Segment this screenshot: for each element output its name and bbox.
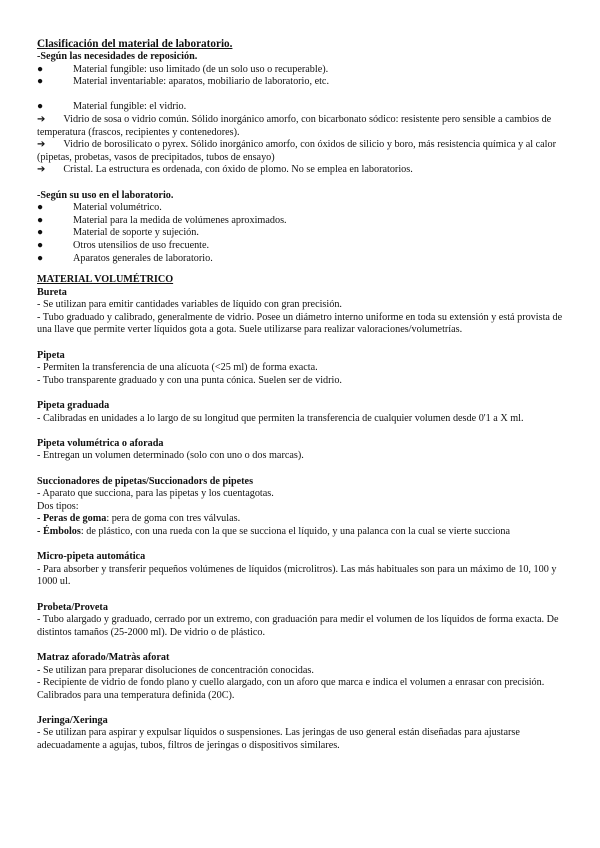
list-item: ● Material volumétrico. bbox=[37, 202, 162, 214]
bullet-icon: ● bbox=[37, 202, 44, 214]
entry-text: - Se utilizan para aspirar y expulsar líquidos o suspensiones. Las jeringas de uso general están diseñadas para ajustarse adecuadamente a agujas, tubos, filtros de jeringas o dispositivos similares. bbox=[37, 727, 520, 752]
entry-text: - Recipiente de vidrio de fondo plano y cuello alargado, con un aforo que marca e indica el volumen a enrasar con precisión. Calibrados para una temperatura definida (20C). bbox=[37, 677, 545, 701]
list-item: ● Material fungible: uso limitado (de un solo uso o recuperable). bbox=[37, 63, 329, 75]
document-title: Clasificación del material de laboratorio. bbox=[37, 38, 233, 50]
entry-text: - Entregan un volumen determinado (solo con uno o dos marcas). bbox=[37, 450, 304, 462]
entry-title-pipeta: Pipeta bbox=[37, 349, 65, 361]
entry-title-succionadores: Succionadores de pipetas/Succionadors de pipetes bbox=[37, 475, 254, 487]
entry-title-micropipeta: Micro-pipeta automática bbox=[37, 551, 146, 563]
volumetric-heading: MATERIAL VOLUMÉTRICO bbox=[37, 274, 174, 286]
list-item: ● Aparatos generales de laboratorio. bbox=[37, 252, 213, 264]
entry-text: - Calibradas en unidades a lo largo de su longitud que permiten la transferencia de cualquier volumen desde 0'1 a X ml. bbox=[37, 412, 524, 424]
arrow-icon: ➔ bbox=[37, 139, 46, 151]
glass-type-item: ➔ Vidrio de sosa o vidrio común. Sólido inorgánico amorfo, con bicarbonato sódico: resistente pero sensible a cambios de temperatura (frascos, recipientes y contenedores). bbox=[37, 113, 552, 138]
entry-title-bureta: Bureta bbox=[37, 286, 67, 298]
bullet-icon: ● bbox=[37, 227, 44, 239]
entry-title-pipeta-graduada: Pipeta graduada bbox=[37, 400, 110, 412]
entry-text: - Aparato que succiona, para las pipetas y los cuentagotas. bbox=[37, 488, 274, 500]
entry-title-jeringa: Jeringa/Xeringa bbox=[37, 714, 108, 726]
section-heading-replacement: -Según las necesidades de reposición. bbox=[37, 51, 198, 62]
entry-title-matraz: Matraz aforado/Matràs aforat bbox=[37, 651, 170, 663]
entry-text: - Se utilizan para emitir cantidades variables de líquido con gran precisión. bbox=[37, 299, 342, 311]
entry-text: - Para absorber y transferir pequeños volúmenes de líquidos (microlitros). Las más habituales son para un máximo de 10, 100 y 1000 ul. bbox=[37, 563, 557, 588]
bullet-icon: ● bbox=[37, 214, 44, 226]
section-heading-usage: -Según su uso en el laboratorio. bbox=[37, 189, 174, 201]
entry-text: - Se utilizan para preparar disoluciones de concentración conocidas. bbox=[37, 664, 314, 676]
entry-text: - Tubo transparente graduado y con una punta cónica. Suelen ser de vidrio. bbox=[37, 374, 342, 386]
arrow-icon: ➔ bbox=[37, 113, 46, 125]
entry-title-pipeta-volumetrica: Pipeta volumétrica o aforada bbox=[37, 437, 164, 449]
list-item: ● Material de soporte y sujeción. bbox=[37, 227, 199, 239]
entry-text: - Émbolos: de plástico, con una rueda con la que se succiona el líquido, y una palanca con la cual se vierte succiona bbox=[37, 525, 510, 537]
glass-type-item: ➔ Vidrio de borosilicato o pyrex. Sólido inorgánico amorfo, con óxidos de silicio y boro, más resistencia química y al calor (pipetas, probetas, vasos de precipitados, tubos de ensayo) bbox=[37, 139, 556, 163]
entry-text: - Peras de goma: pera de goma con tres válvulas. bbox=[37, 513, 241, 525]
list-item: ● Material fungible: el vidrio. bbox=[37, 101, 187, 113]
list-item: ● Material inventariable: aparatos, mobiliario de laboratorio, etc. bbox=[37, 76, 330, 88]
glass-type-item: ➔ Cristal. La estructura es ordenada, con óxido de plomo. No se emplea en laboratorios. bbox=[37, 164, 413, 176]
entry-text: - Tubo graduado y calibrado, generalmente de vidrio. Posee un diámetro interno uniforme en toda su extensión y está provista de una llave que permite verter líquidos gota a gota. Suele utilizarse para realizar valoraciones/volumetrías. bbox=[37, 311, 563, 336]
bullet-icon: ● bbox=[37, 252, 44, 264]
entry-text: - Permiten la transferencia de una alícuota (<25 ml) de forma exacta. bbox=[37, 362, 318, 374]
bullet-icon: ● bbox=[37, 101, 44, 113]
entry-text: Dos tipos: bbox=[37, 500, 79, 512]
list-item: ● Material para la medida de volúmenes aproximados. bbox=[37, 214, 287, 226]
arrow-icon: ➔ bbox=[37, 164, 46, 176]
list-item: ● Otros utensilios de uso frecuente. bbox=[37, 239, 210, 251]
entry-text: - Tubo alargado y graduado, cerrado por un extremo, con graduación para medir el volumen de los líquidos de forma exacta. De distintos tamaños (25-2000 ml). De vidrio o de plástico. bbox=[37, 614, 559, 638]
bullet-icon: ● bbox=[37, 239, 44, 251]
bullet-icon: ● bbox=[37, 63, 44, 75]
entry-title-probeta: Probeta/Proveta bbox=[37, 601, 108, 613]
bullet-icon: ● bbox=[37, 76, 44, 88]
